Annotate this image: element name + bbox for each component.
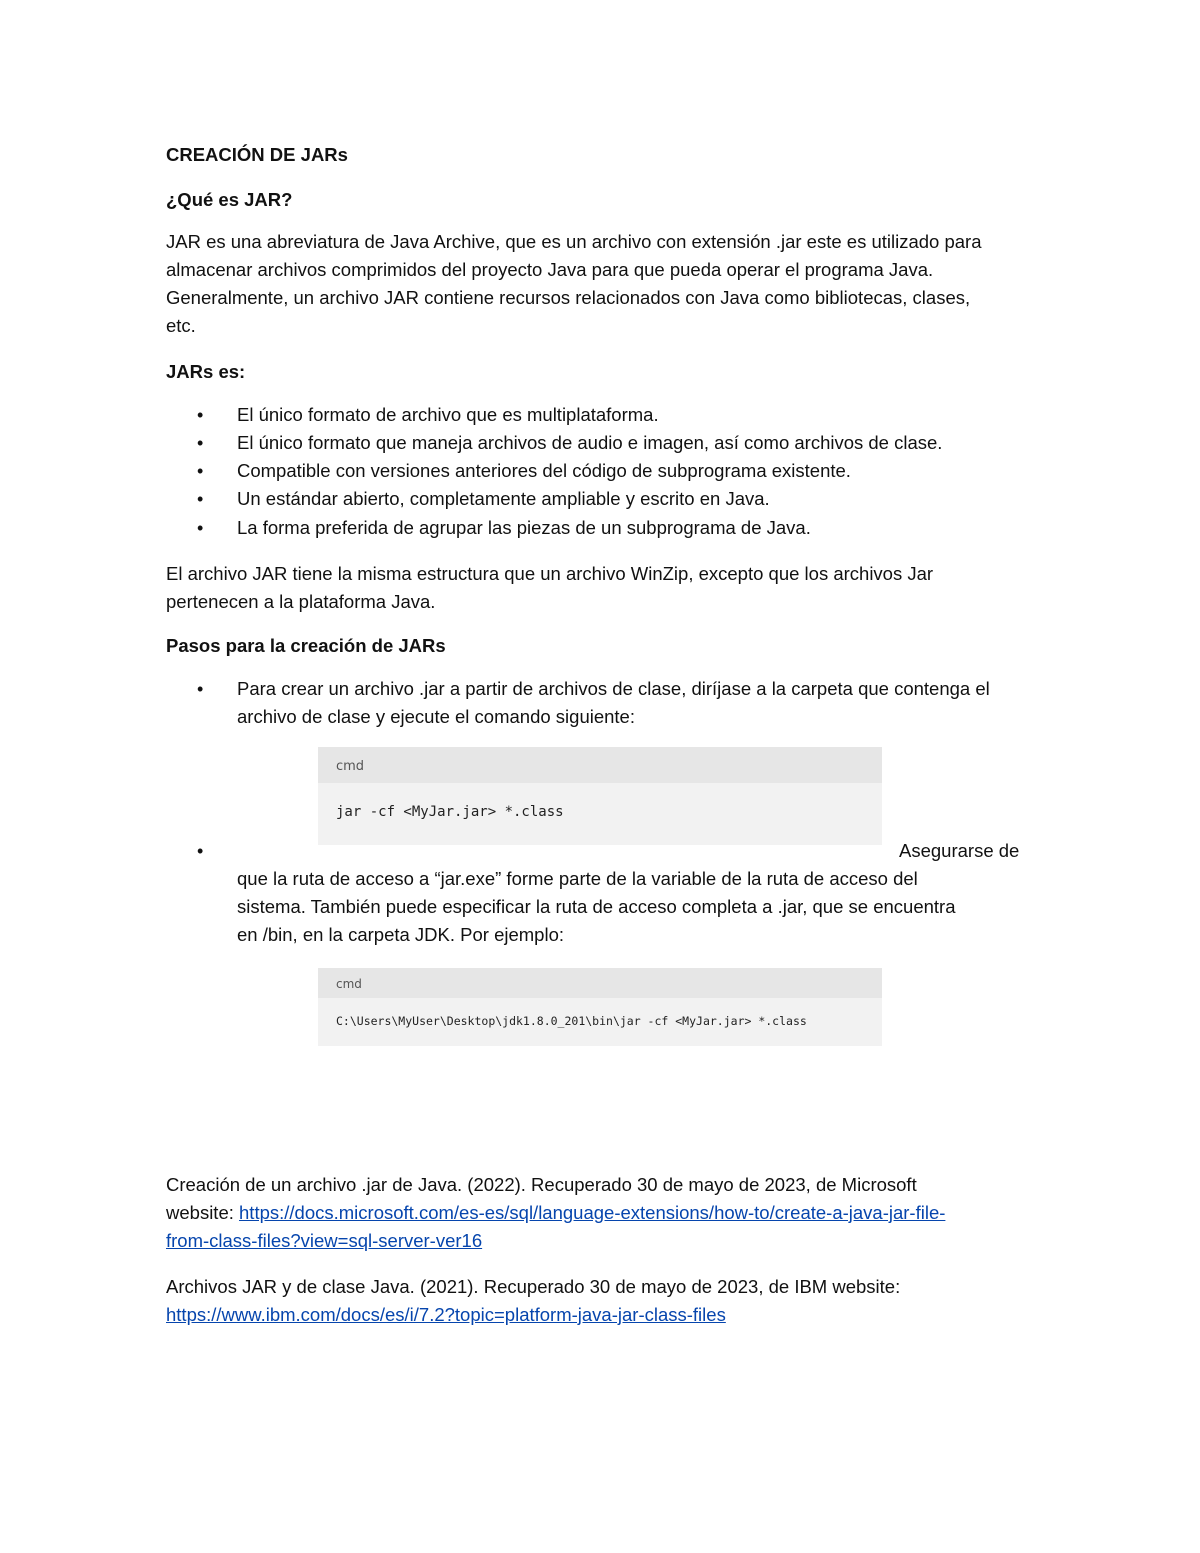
- reference-line: Creación de un archivo .jar de Java. (2022). Recuperado 30 de mayo de 2023, de Microsoft: [166, 1174, 917, 1195]
- code-block-jar-command: [318, 747, 882, 845]
- reference-line: [166, 1301, 726, 1329]
- paragraph-line: JAR es una abreviatura de Java Archive, que es un archivo con extensión .jar este es utilizado para: [166, 231, 982, 252]
- paragraph-line: Generalmente, un archivo JAR contiene recursos relacionados con Java como bibliotecas, clases,: [166, 287, 971, 308]
- reference-prefix: website:: [166, 1202, 240, 1223]
- code-block-label: cmd: [318, 968, 882, 998]
- reference-line: [166, 1199, 945, 1227]
- step-line: sistema. También puede especificar la ruta de acceso completa a .jar, que se encuentra: [237, 896, 956, 917]
- reference-link-ibm[interactable]: https://www.ibm.com/docs/es/i/7.2?topic=platform-java-jar-class-files: [166, 1304, 726, 1325]
- paragraph-line: pertenecen a la plataforma Java.: [166, 591, 436, 612]
- list-item: El único formato de archivo que es multiplataforma.: [237, 404, 659, 425]
- paragraph-line: almacenar archivos comprimidos del proyecto Java para que pueda operar el programa Java.: [166, 259, 934, 280]
- list-item: La forma preferida de agrupar las piezas de un subprograma de Java.: [237, 517, 811, 538]
- code-block-full-path-command: [318, 968, 882, 1046]
- list-item: Compatible con versiones anteriores del código de subprograma existente.: [237, 460, 851, 481]
- document-title: CREACIÓN DE JARs: [166, 144, 348, 165]
- code-block-label: cmd: [318, 747, 882, 783]
- bullet-icon: •: [197, 489, 204, 509]
- bullet-icon: •: [197, 841, 204, 861]
- step-line: que la ruta de acceso a “jar.exe” forme parte de la variable de la ruta de acceso del: [237, 868, 918, 889]
- reference-link-microsoft[interactable]: https://docs.microsoft.com/es-es/sql/language-extensions/how-to/create-a-java-jar-file-: [239, 1202, 946, 1223]
- section-heading-steps: Pasos para la creación de JARs: [166, 635, 446, 656]
- step-line: en /bin, en la carpeta JDK. Por ejemplo:: [237, 924, 565, 945]
- paragraph-line: El archivo JAR tiene la misma estructura que un archivo WinZip, excepto que los archivos Jar: [166, 563, 934, 584]
- reference-line: [166, 1227, 482, 1255]
- paragraph-line: etc.: [166, 315, 196, 336]
- bullet-icon: •: [197, 518, 204, 538]
- step-line: Para crear un archivo .jar a partir de archivos de clase, diríjase a la carpeta que contenga el: [237, 678, 990, 699]
- step-line: Asegurarse de: [899, 840, 1020, 861]
- bullet-icon: •: [197, 433, 204, 453]
- code-command: C:\Users\MyUser\Desktop\jdk1.8.0_201\bin\jar -cf <MyJar.jar> *.class: [336, 1014, 807, 1028]
- code-command: jar -cf <MyJar.jar> *.class: [336, 804, 564, 820]
- step-line: archivo de clase y ejecute el comando siguiente:: [237, 706, 635, 727]
- bullet-icon: •: [197, 679, 204, 699]
- bullet-icon: •: [197, 461, 204, 481]
- bullet-icon: •: [197, 405, 204, 425]
- section-heading-what-is-jar: ¿Qué es JAR?: [166, 189, 293, 210]
- section-heading-jars-es: JARs es:: [166, 361, 246, 382]
- list-item: Un estándar abierto, completamente ampliable y escrito en Java.: [237, 488, 770, 509]
- list-item: El único formato que maneja archivos de audio e imagen, así como archivos de clase.: [237, 432, 943, 453]
- reference-line: Archivos JAR y de clase Java. (2021). Recuperado 30 de mayo de 2023, de IBM website:: [166, 1276, 901, 1297]
- reference-link-microsoft-cont[interactable]: from-class-files?view=sql-server-ver16: [166, 1230, 483, 1251]
